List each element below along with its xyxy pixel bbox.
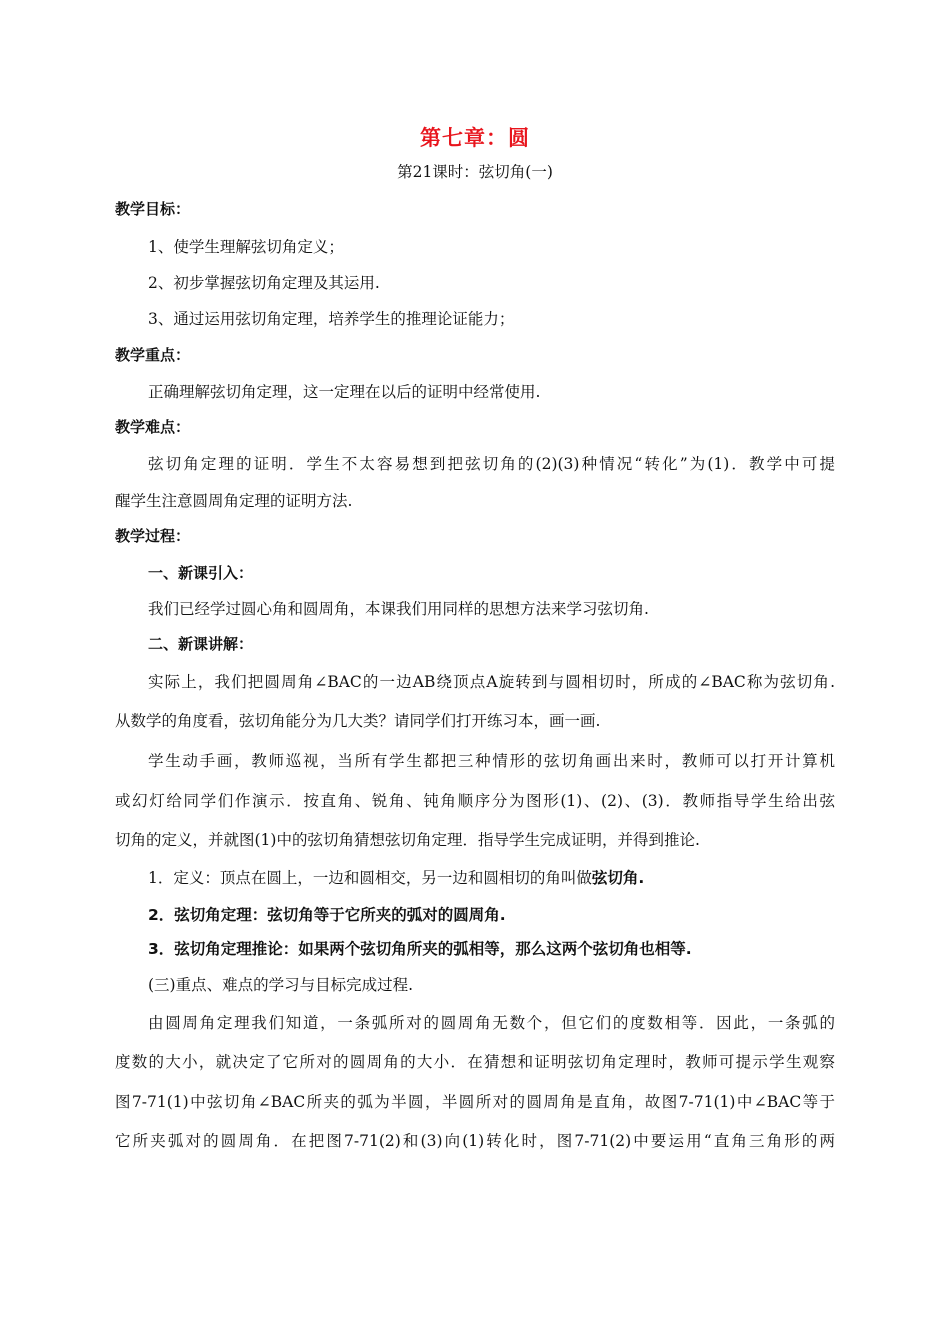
- intro-text: 我们已经学过圆心角和圆周角，本课我们用同样的思想方法来学习弦切角.: [148, 600, 649, 618]
- difficulty-line-2: 醒学生注意圆周角定理的证明方法.: [115, 492, 353, 510]
- lecture-p2-line-2: 或幻灯给同学们作演示．按直角、锐角、钝角顺序分为图形(1)、(2)、(3)．教师指导学生给出弦: [115, 792, 835, 810]
- part3-line-1: 由圆周角定理我们知道，一条弧所对的圆周角无数个，但它们的度数相等．因此，一条弧的: [148, 1014, 835, 1032]
- lecture-p2-line-1: 学生动手画，教师巡视，当所有学生都把三种情形的弦切角画出来时，教师可以打开计算机: [148, 752, 835, 770]
- objective-item-3: 3、通过运用弦切角定理，培养学生的推理论证能力；: [148, 310, 515, 328]
- difficulty-line-1: 弦切角定理的证明．学生不太容易想到把弦切角的(2)(3)种情况“转化”为(1)．教学中可提: [148, 455, 835, 473]
- intro-heading: 一、新课引入：: [148, 564, 254, 582]
- lecture-heading: 二、新课讲解：: [148, 635, 254, 653]
- lecture-p2-line-3: 切角的定义，并就图(1)中的弦切角猜想弦切角定理．指导学生完成证明，并得到推论.: [115, 831, 700, 849]
- corollary: 3．弦切角定理推论：如果两个弦切角所夹的弧相等，那么这两个弦切角也相等.: [148, 940, 692, 958]
- theorem: 2．弦切角定理：弦切角等于它所夹的弧对的圆周角.: [148, 906, 506, 924]
- objectives-heading: 教学目标：: [115, 200, 191, 218]
- part3-line-4: 它所夹弧对的圆周角．在把图7-71(2)和(3)向(1)转化时，图7-71(2)中要运用“直角三角形的两: [115, 1132, 835, 1150]
- definition: [148, 866, 644, 888]
- difficulty-heading: 教学难点：: [115, 418, 191, 436]
- process-heading: 教学过程：: [115, 527, 191, 545]
- key-points-text: 正确理解弦切角定理，这一定理在以后的证明中经常使用.: [148, 383, 541, 401]
- definition-text: 1．定义：顶点在圆上，一边和圆相交，另一边和圆相切的角叫做: [148, 869, 592, 887]
- objective-item-2: 2、初步掌握弦切角定理及其运用.: [148, 274, 380, 292]
- lesson-subtitle: 第21课时：弦切角(一): [397, 163, 553, 181]
- part3-line-2: 度数的大小，就决定了它所对的圆周角的大小．在猜想和证明弦切角定理时，教师可提示学生观察: [115, 1053, 835, 1071]
- chapter-title: 第七章：圆: [420, 126, 530, 150]
- lecture-p1-line-1: 实际上，我们把圆周角∠BAC的一边AB绕顶点A旋转到与圆相切时，所成的∠BAC称为弦切角.: [148, 673, 835, 691]
- key-points-heading: 教学重点：: [115, 346, 191, 364]
- part3-heading: (三)重点、难点的学习与目标完成过程.: [148, 976, 414, 994]
- objective-item-1: 1、使学生理解弦切角定义；: [148, 238, 344, 256]
- definition-term: 弦切角.: [591, 869, 645, 887]
- lecture-p1-line-2: 从数学的角度看，弦切角能分为几大类？请同学们打开练习本，画一画.: [115, 712, 601, 730]
- part3-line-3: 图7-71(1)中弦切角∠BAC所夹的弧为半圆，半圆所对的圆周角是直角，故图7-71(1)中∠BAC等于: [115, 1093, 835, 1111]
